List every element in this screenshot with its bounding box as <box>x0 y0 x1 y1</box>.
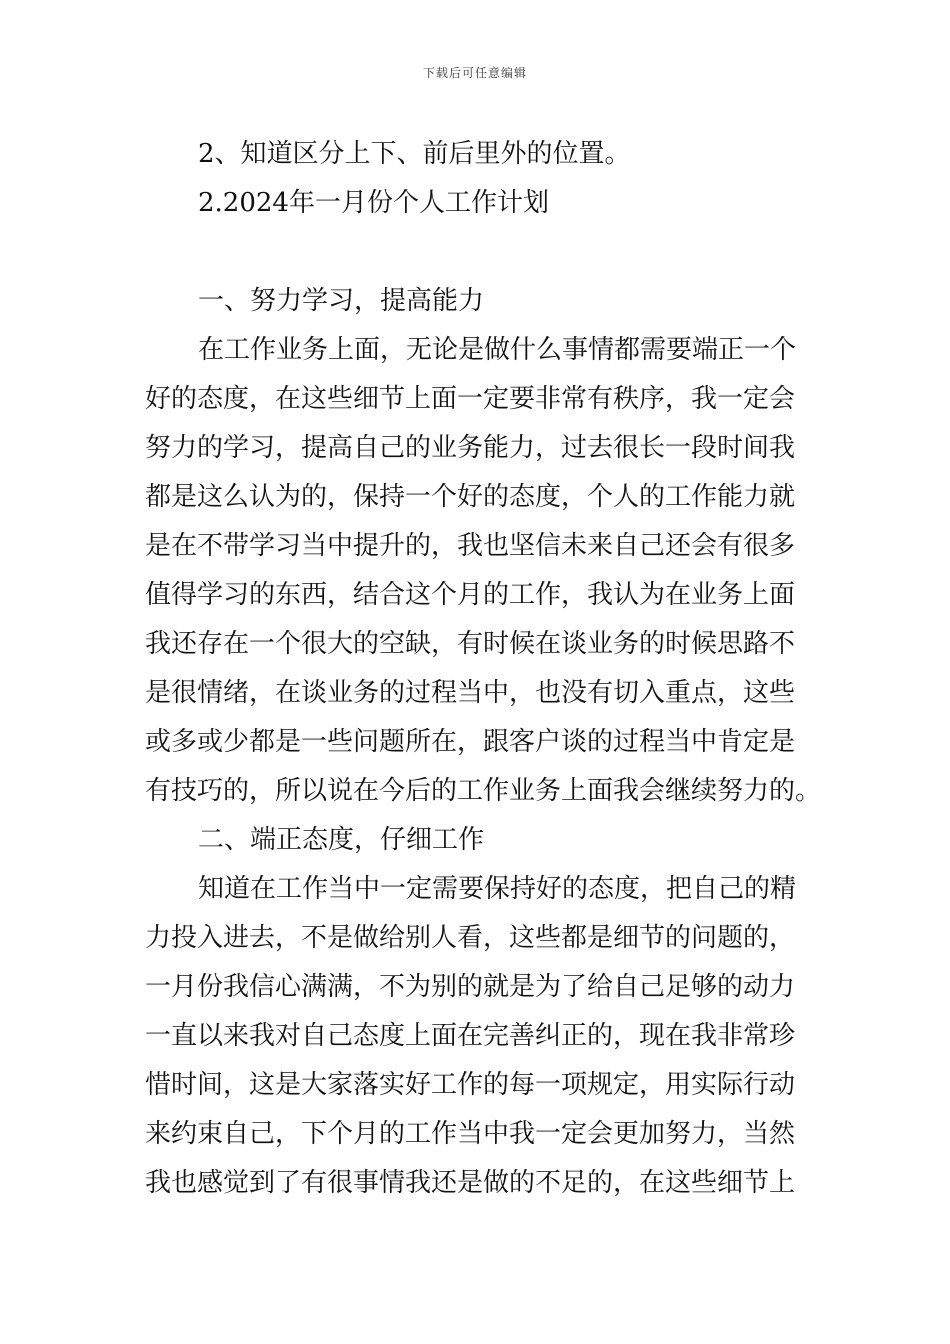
list-item-line: 2、知道区分上下、前后里外的位置。 <box>198 139 631 169</box>
paragraph-line: 有技巧的，所以说在今后的工作业务上面我会继续努力的。 <box>145 776 822 806</box>
paragraph-line: 努力的学习，提高自己的业务能力，过去很长一段时间我 <box>145 433 796 463</box>
paragraph-line: 是在不带学习当中提升的，我也坚信未来自己还会有很多 <box>145 531 796 561</box>
document-body <box>145 130 822 1208</box>
paragraph-line: 惜时间，这是大家落实好工作的每一项规定，用实际行动 <box>145 1070 796 1100</box>
paragraph-line: 是很情绪，在谈业务的过程当中，也没有切入重点，这些 <box>145 678 796 708</box>
paragraph-line: 知道在工作当中一定需要保持好的态度，把自己的精 <box>198 874 797 904</box>
paragraph-line: 值得学习的东西，结合这个月的工作，我认为在业务上面 <box>145 580 796 610</box>
header-note: 下载后可任意编辑 <box>422 66 527 80</box>
heading-one: 一、努力学习，提高能力 <box>198 286 485 316</box>
paragraph-line: 或多或少都是一些问题所在，跟客户谈的过程当中肯定是 <box>145 727 796 757</box>
paragraph-line: 在工作业务上面，无论是做什么事情都需要端正一个 <box>198 335 797 365</box>
paragraph-line: 力投入进去，不是做给别人看，这些都是细节的问题的， <box>145 923 796 953</box>
paragraph-line: 我也感觉到了有很事情我还是做的不足的，在这些细节上 <box>145 1168 796 1198</box>
paragraph-line: 好的态度，在这些细节上面一定要非常有秩序，我一定会 <box>145 384 796 414</box>
paragraph-line: 都是这么认为的，保持一个好的态度，个人的工作能力就 <box>145 482 796 512</box>
section-title: 2.2024年一月份个人工作计划 <box>198 188 549 218</box>
paragraph-line: 来约束自己，下个月的工作当中我一定会更加努力，当然 <box>145 1119 796 1149</box>
heading-two: 二、端正态度，仔细工作 <box>198 825 485 855</box>
paragraph-line: 我还存在一个很大的空缺，有时候在谈业务的时候思路不 <box>145 629 796 659</box>
blank-gap <box>145 228 810 277</box>
paragraph-line: 一直以来我对自己态度上面在完善纠正的，现在我非常珍 <box>145 1021 796 1051</box>
paragraph-line: 一月份我信心满满，不为别的就是为了给自己足够的动力 <box>145 972 796 1002</box>
